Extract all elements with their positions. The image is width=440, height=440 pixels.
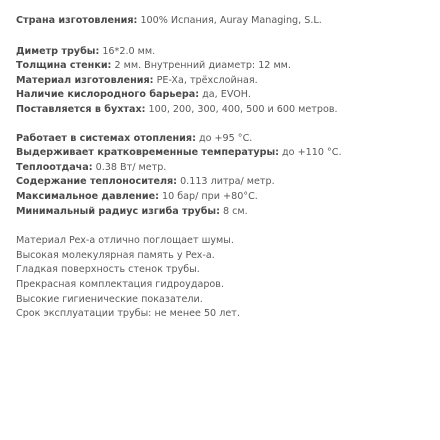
feature-line: Гладкая поверхность стенок трубы. <box>16 264 200 276</box>
performance-label: Теплоотдача: <box>16 161 93 173</box>
lifetime-line <box>16 307 430 322</box>
performance-value: 8 см. <box>219 205 248 217</box>
performance-line <box>16 205 430 220</box>
spec-value: да, EVOH. <box>199 89 251 101</box>
feature-line: Материал Pex-a отлично поглощает шумы. <box>16 235 234 247</box>
spec-line <box>16 103 430 118</box>
performance-line <box>16 146 430 161</box>
performance-line <box>16 190 430 205</box>
spec-line <box>16 59 430 74</box>
spec-label: Наличие кислородного барьера: <box>16 89 200 101</box>
performance-value: до +95 °С. <box>195 132 253 144</box>
spec-value: 2 мм. Внутренний диаметр: 12 мм. <box>111 60 291 72</box>
spec-value: 16*2.0 мм. <box>99 45 156 57</box>
feature-line: Прекрасная комплектация гидроударов. <box>16 278 224 290</box>
performance-label: Содержание теплоносителя: <box>16 176 178 188</box>
spec-value: 100, 200, 300, 400, 500 и 600 метров. <box>145 103 338 115</box>
performance-label: Максимальное давление: <box>16 190 159 202</box>
feature-line: Высокая молекулярная память у Pex-a. <box>16 249 215 261</box>
performance-section <box>16 132 430 220</box>
product-description <box>16 14 430 322</box>
lifetime-label: Срок эксплуатации трубы: <box>16 308 152 320</box>
origin-line <box>16 14 430 29</box>
spec-label: Толщина стенки: <box>16 60 112 72</box>
spec-label: Материал изготовления: <box>16 74 154 86</box>
spec-label: Поставляется в бухтах: <box>16 103 146 115</box>
performance-value: до +110 °С. <box>279 147 342 159</box>
spec-line <box>16 45 430 60</box>
spec-line <box>16 88 430 103</box>
performance-label: Минимальный радиус изгиба трубы: <box>16 205 220 217</box>
performance-value: 0.38 Вт/ метр. <box>92 161 167 173</box>
performance-value: 0.113 литра/ метр. <box>177 176 275 188</box>
performance-label: Работает в системах отопления: <box>16 132 196 144</box>
performance-label: Выдерживает кратковременные температуры: <box>16 147 279 159</box>
origin-value: 100% Испания, Auray Managing, S.L. <box>137 15 322 26</box>
performance-line <box>16 175 430 190</box>
performance-line <box>16 132 430 147</box>
origin-label: Страна изготовления: <box>16 15 138 26</box>
spec-value: PE-Xa, трёхслойная. <box>153 74 258 86</box>
lifetime-value: не менее 50 лет. <box>151 308 240 320</box>
features-section <box>16 234 430 322</box>
specs-section <box>16 45 430 118</box>
performance-line <box>16 161 430 176</box>
spec-line <box>16 74 430 89</box>
feature-line: Высокие гигиенические показатели. <box>16 293 203 305</box>
performance-value: 10 бар/ при +80°С. <box>158 190 258 202</box>
spec-label: Диметр трубы: <box>16 45 100 57</box>
